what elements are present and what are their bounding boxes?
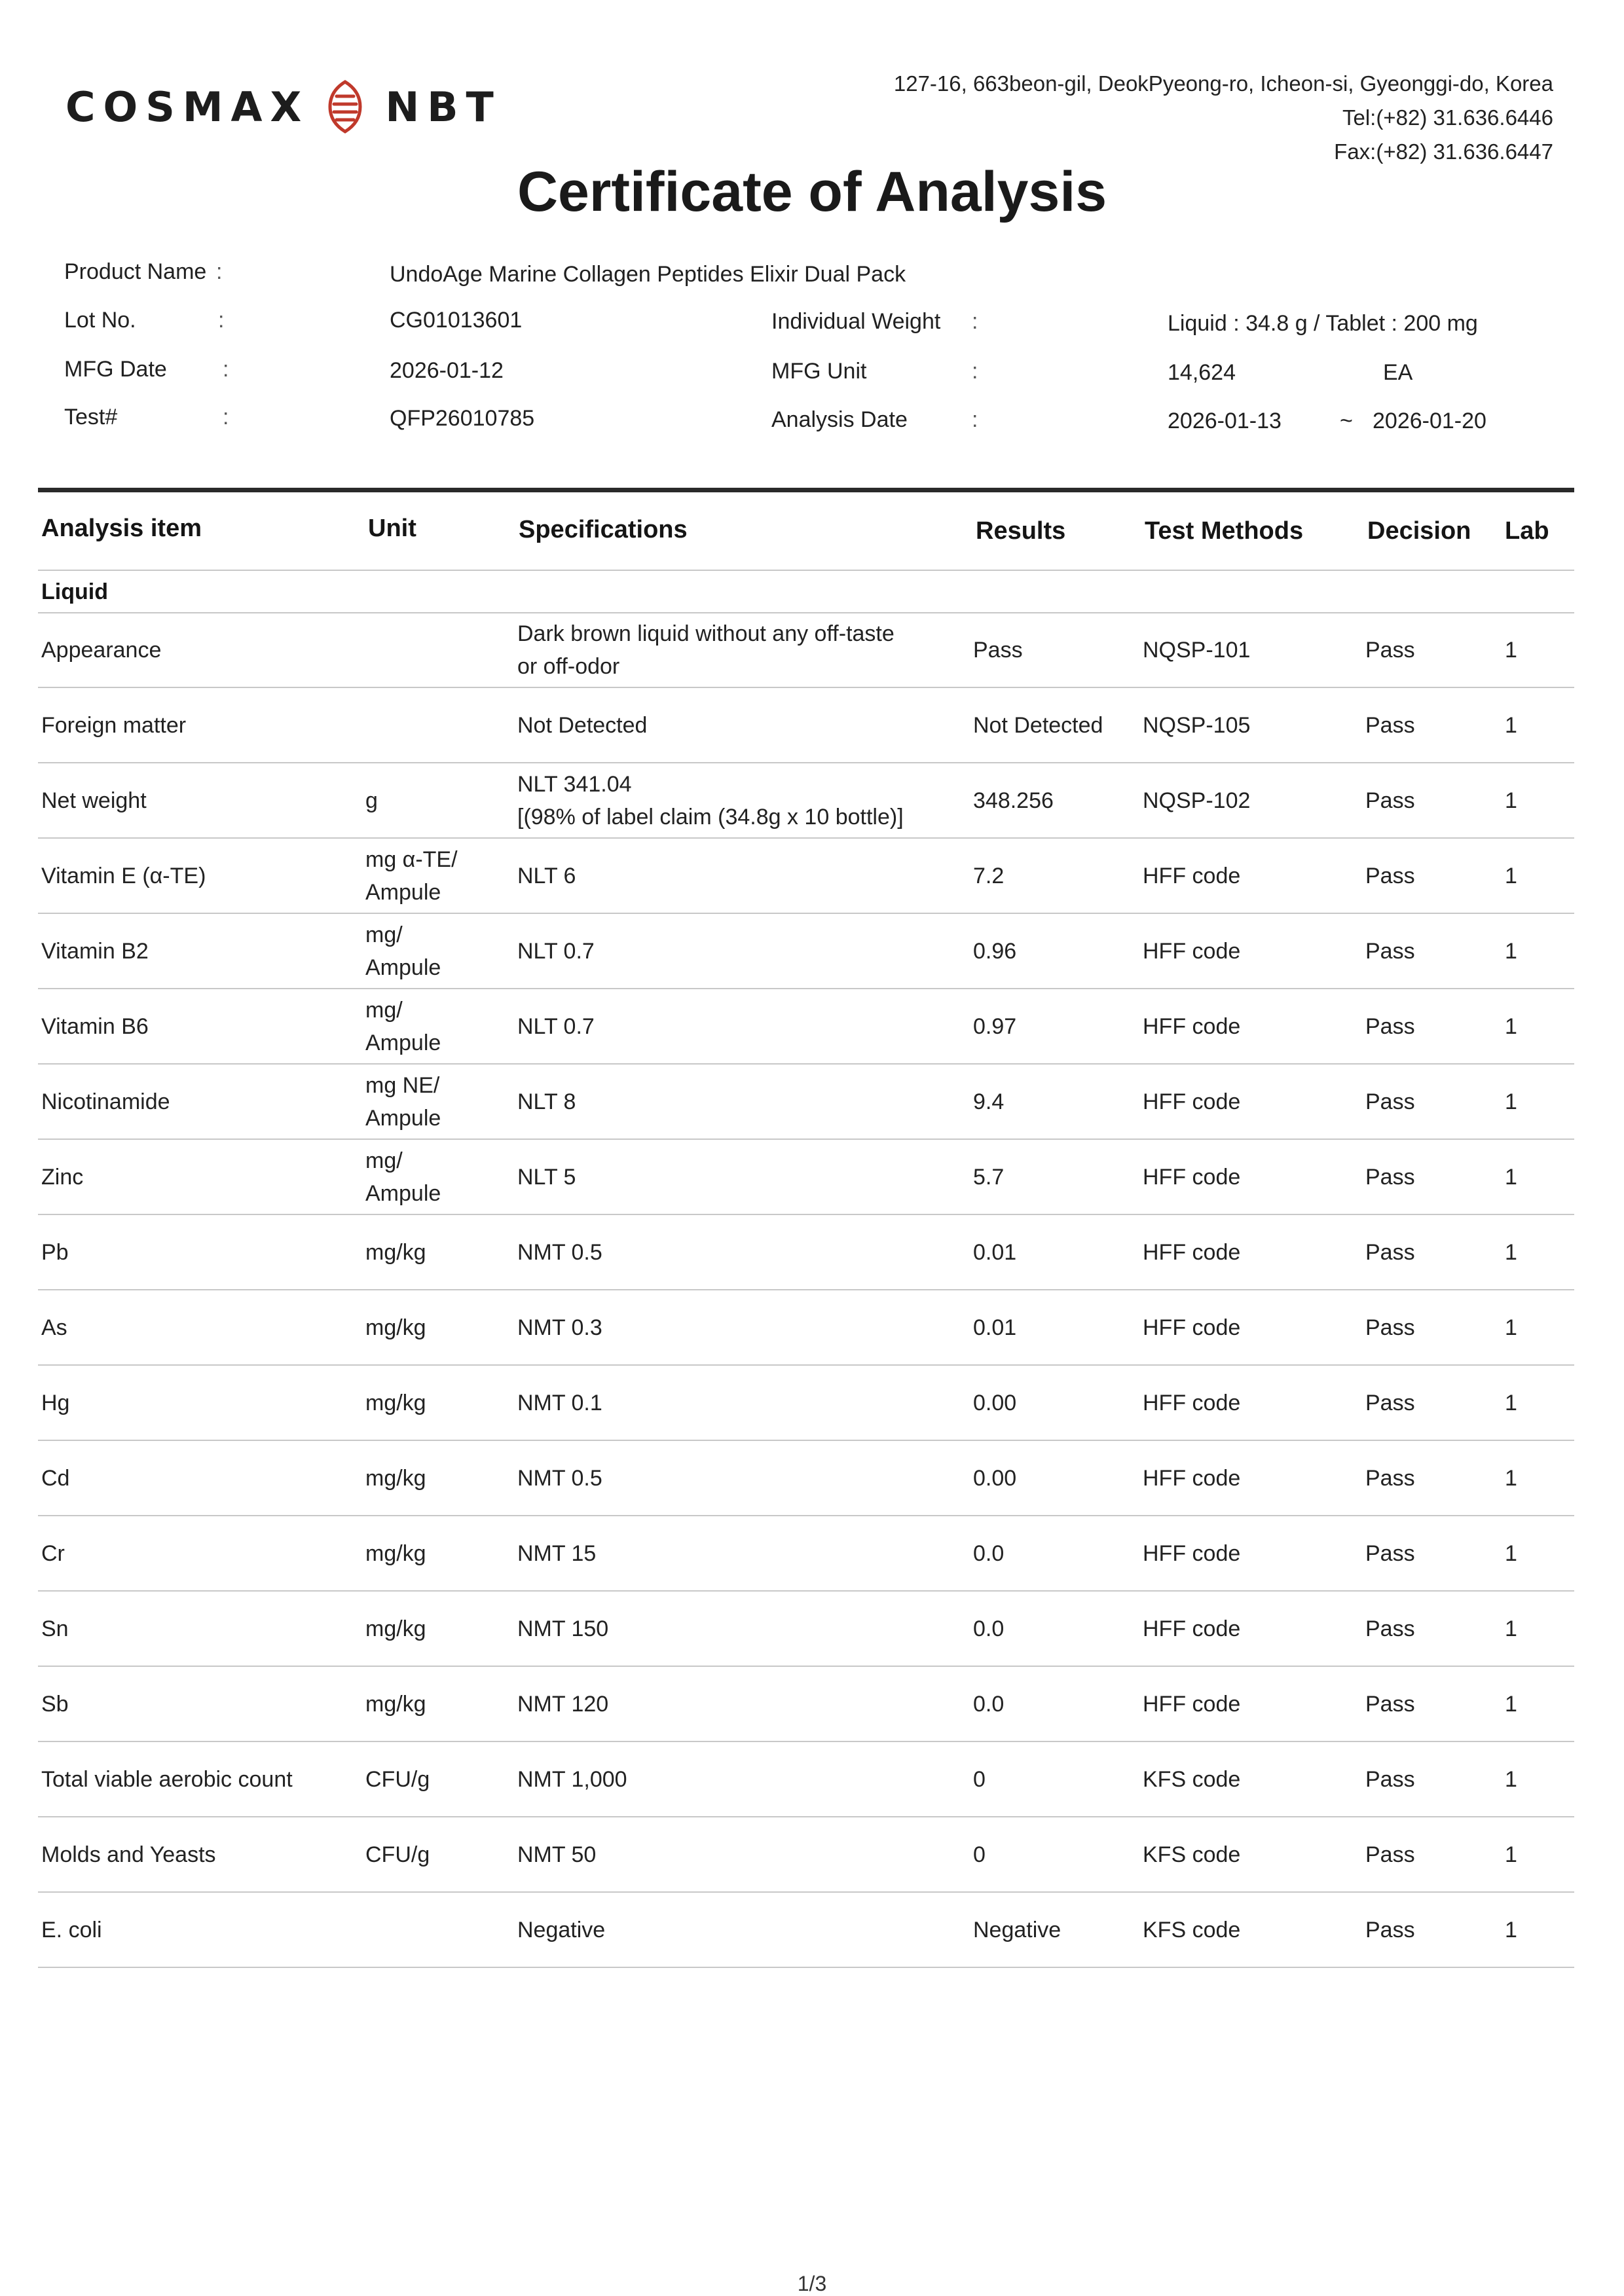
cell-unit: [365, 1216, 426, 1288]
cell-lab: 1: [1505, 637, 1517, 663]
cell-analysis-item: As: [41, 1315, 67, 1340]
header-analysis-item: Analysis item: [41, 515, 202, 542]
table-row: [0, 1065, 1624, 1138]
table-row: [0, 613, 1624, 686]
cell-analysis-item: Sn: [41, 1616, 69, 1641]
table-row: [0, 1366, 1624, 1439]
cell-result: 7.2: [973, 863, 1005, 888]
cell-unit-line: mg/kg: [365, 1540, 426, 1566]
individual-weight-label: Individual Weight: [771, 309, 941, 334]
page-number: 1/3: [797, 2272, 827, 2295]
cell-unit-line: CFU/g: [365, 1766, 430, 1792]
cell-specification-line: or off-odor: [517, 653, 620, 679]
cell-specification-line: Dark brown liquid without any off-taste: [517, 621, 895, 646]
cell-decision: Pass: [1365, 1917, 1415, 1942]
cell-unit-line: mg/kg: [365, 1315, 426, 1340]
cell-unit: [365, 764, 378, 837]
colon: :: [218, 308, 225, 333]
cell-decision: Pass: [1365, 1842, 1415, 1867]
section-title-liquid: Liquid: [41, 579, 108, 604]
cell-unit: [365, 1291, 426, 1364]
header-unit: Unit: [368, 515, 416, 542]
cell-decision: Pass: [1365, 938, 1415, 964]
cell-specification-line: NMT 0.5: [517, 1239, 602, 1265]
header-specifications: Specifications: [519, 516, 688, 543]
cell-specification: [517, 990, 595, 1063]
cell-specification-line: NLT 341.04: [517, 771, 632, 797]
cell-analysis-item: Nicotinamide: [41, 1089, 170, 1114]
row-divider: [38, 837, 1574, 839]
cell-test-method: HFF code: [1143, 1616, 1241, 1641]
cell-result: 0.0: [973, 1691, 1005, 1717]
cell-decision: Pass: [1365, 1691, 1415, 1717]
colon: :: [972, 407, 978, 432]
cell-test-method: HFF code: [1143, 1315, 1241, 1340]
cell-test-method: KFS code: [1143, 1917, 1241, 1942]
cell-lab: 1: [1505, 1465, 1517, 1491]
cell-result: 0.0: [973, 1616, 1005, 1641]
cell-specification-line: NMT 120: [517, 1691, 609, 1717]
product-name-label: Product Name: [64, 259, 207, 284]
cell-lab: 1: [1505, 788, 1517, 813]
cell-unit: [365, 1065, 441, 1138]
row-divider: [38, 913, 1574, 914]
table-row: [0, 915, 1624, 987]
cell-analysis-item: Total viable aerobic count: [41, 1766, 293, 1792]
cell-lab: 1: [1505, 1766, 1517, 1792]
cell-lab: 1: [1505, 863, 1517, 888]
row-divider: [38, 1289, 1574, 1290]
cell-unit: [365, 1743, 430, 1815]
analysis-date-separator: ~: [1340, 409, 1353, 433]
cell-unit: [365, 1442, 426, 1514]
cell-lab: 1: [1505, 1390, 1517, 1415]
cell-test-method: HFF code: [1143, 1390, 1241, 1415]
table-row: [0, 689, 1624, 761]
row-divider: [38, 1741, 1574, 1742]
cell-analysis-item: Pb: [41, 1239, 69, 1265]
table-row: [0, 1291, 1624, 1364]
cell-analysis-item: Appearance: [41, 637, 162, 663]
cell-unit-line: mg/kg: [365, 1691, 426, 1717]
cell-unit-line: Ampule: [365, 955, 441, 980]
cell-lab: 1: [1505, 1842, 1517, 1867]
cell-specification-line: NLT 6: [517, 863, 576, 888]
table-row: [0, 1216, 1624, 1288]
row-divider: [38, 762, 1574, 763]
table-row: [0, 764, 1624, 837]
cell-unit-line: mg/: [365, 1148, 403, 1173]
header-results: Results: [976, 517, 1066, 545]
cell-decision: Pass: [1365, 637, 1415, 663]
cell-specification-line: NMT 15: [517, 1540, 597, 1566]
lot-no-value: CG01013601: [390, 308, 523, 333]
cell-specification: [517, 1893, 605, 1966]
table-row: [0, 1592, 1624, 1665]
cell-unit: [365, 990, 441, 1063]
table-row: [0, 990, 1624, 1063]
cell-decision: Pass: [1365, 1089, 1415, 1114]
cell-specification-line: NMT 0.5: [517, 1465, 602, 1491]
cell-specification: [517, 1140, 576, 1213]
cell-lab: 1: [1505, 1315, 1517, 1340]
address-line: 127-16, 663beon-gil, DeokPyeong-ro, Icheon-si, Gyeonggi-do, Korea: [893, 71, 1553, 96]
cell-test-method: HFF code: [1143, 1691, 1241, 1717]
cell-test-method: HFF code: [1143, 1164, 1241, 1190]
cell-specification-line: NMT 0.3: [517, 1315, 602, 1340]
cell-analysis-item: Net weight: [41, 788, 147, 813]
cell-result: 0.00: [973, 1465, 1017, 1491]
cell-specification: [517, 1065, 576, 1138]
cell-specification-line: NLT 8: [517, 1089, 576, 1114]
cell-analysis-item: Vitamin B2: [41, 938, 149, 964]
cell-result: 348.256: [973, 788, 1054, 813]
row-divider: [38, 687, 1574, 688]
cell-analysis-item: Vitamin B6: [41, 1013, 149, 1039]
cell-analysis-item: Foreign matter: [41, 712, 187, 738]
cell-unit: [365, 1517, 426, 1590]
analysis-date-from: 2026-01-13: [1168, 409, 1282, 433]
table-row: [0, 1893, 1624, 1966]
cell-result: 0: [973, 1766, 986, 1792]
cell-specification: [517, 1667, 608, 1740]
cell-result: 0.97: [973, 1013, 1017, 1039]
cell-test-method: HFF code: [1143, 1540, 1241, 1566]
colon: :: [223, 405, 229, 429]
row-divider: [38, 1590, 1574, 1592]
cell-result: 0.01: [973, 1315, 1017, 1340]
cell-decision: Pass: [1365, 712, 1415, 738]
cell-unit-line: Ampule: [365, 1180, 441, 1206]
cell-test-method: HFF code: [1143, 1013, 1241, 1039]
header-lab: Lab: [1505, 517, 1549, 545]
cell-specification-line: Not Detected: [517, 712, 648, 738]
cell-specification-line: [(98% of label claim (34.8g x 10 bottle)]: [517, 804, 904, 829]
cell-lab: 1: [1505, 1691, 1517, 1717]
analysis-date-label: Analysis Date: [771, 407, 908, 432]
cell-decision: Pass: [1365, 1315, 1415, 1340]
test-no-label: Test#: [64, 405, 118, 429]
row-divider: [38, 1063, 1574, 1065]
cell-decision: Pass: [1365, 788, 1415, 813]
cell-unit-line: Ampule: [365, 1105, 441, 1131]
cell-lab: 1: [1505, 938, 1517, 964]
cell-specification: [517, 1818, 596, 1891]
cell-result: 0.00: [973, 1390, 1017, 1415]
cell-analysis-item: Molds and Yeasts: [41, 1842, 216, 1867]
cell-specification-line: NMT 150: [517, 1616, 609, 1641]
cell-specification: [517, 1291, 602, 1364]
cell-unit-line: mg/kg: [365, 1239, 426, 1265]
cell-result: 5.7: [973, 1164, 1005, 1190]
fax: Fax:(+82) 31.636.6447: [1334, 139, 1553, 164]
cell-specification: [517, 1442, 602, 1514]
cell-test-method: KFS code: [1143, 1842, 1241, 1867]
row-divider: [38, 1214, 1574, 1215]
colon: :: [972, 309, 978, 334]
cell-lab: 1: [1505, 1917, 1517, 1942]
cell-specification: [517, 689, 647, 761]
cell-specification: [517, 839, 576, 912]
cell-lab: 1: [1505, 1239, 1517, 1265]
table-row: [0, 1818, 1624, 1891]
header-test-methods: Test Methods: [1145, 517, 1304, 545]
telephone: Tel:(+82) 31.636.6446: [1342, 105, 1553, 130]
row-divider: [38, 570, 1574, 571]
cell-test-method: NQSP-101: [1143, 637, 1251, 663]
row-divider: [38, 1139, 1574, 1140]
cell-unit-line: mg/: [365, 997, 403, 1023]
cell-specification: [517, 1366, 602, 1439]
cell-result: Negative: [973, 1917, 1061, 1942]
cell-unit: [365, 1818, 430, 1891]
product-name-value: UndoAge Marine Collagen Peptides Elixir Dual Pack: [390, 262, 906, 287]
cell-analysis-item: Cd: [41, 1465, 70, 1491]
mfg-unit-label: MFG Unit: [771, 359, 867, 384]
row-divider: [38, 1891, 1574, 1893]
cell-lab: 1: [1505, 1013, 1517, 1039]
table-row: [0, 1442, 1624, 1514]
logo-text-cosmax: COSMAX: [65, 82, 310, 131]
cell-unit: [365, 1366, 426, 1439]
cell-unit-line: mg/kg: [365, 1465, 426, 1491]
cell-unit-line: Ampule: [365, 879, 441, 905]
cell-decision: Pass: [1365, 1239, 1415, 1265]
cell-specification: [517, 613, 895, 686]
cell-analysis-item: Cr: [41, 1540, 65, 1566]
cell-analysis-item: Sb: [41, 1691, 69, 1717]
cell-test-method: KFS code: [1143, 1766, 1241, 1792]
company-logo: [65, 77, 502, 136]
cell-unit: [365, 839, 458, 912]
table-row: [0, 1667, 1624, 1740]
cell-result: 0.0: [973, 1540, 1005, 1566]
table-row: [0, 1140, 1624, 1213]
row-divider: [38, 1816, 1574, 1817]
cell-decision: Pass: [1365, 1164, 1415, 1190]
row-divider: [38, 1440, 1574, 1441]
cell-test-method: HFF code: [1143, 938, 1241, 964]
row-divider: [38, 1967, 1574, 1968]
row-divider: [38, 988, 1574, 989]
cell-unit-line: mg α-TE/: [365, 847, 458, 872]
cell-unit: [365, 915, 441, 987]
cell-analysis-item: Vitamin E (α-TE): [41, 863, 206, 888]
cell-specification-line: Negative: [517, 1917, 606, 1942]
cell-unit-line: mg/kg: [365, 1616, 426, 1641]
header-decision: Decision: [1367, 517, 1471, 545]
cell-result: 0: [973, 1842, 986, 1867]
cell-unit: [365, 1667, 426, 1740]
table-row: [0, 1517, 1624, 1590]
cell-lab: 1: [1505, 1089, 1517, 1114]
colon: :: [223, 357, 229, 382]
cell-unit: [365, 1140, 441, 1213]
company-address: [894, 67, 1553, 169]
cell-unit-line: mg/: [365, 922, 403, 947]
cell-specification-line: NMT 50: [517, 1842, 597, 1867]
cell-test-method: HFF code: [1143, 863, 1241, 888]
cell-unit-line: Ampule: [365, 1030, 441, 1055]
individual-weight-value: Liquid : 34.8 g / Tablet : 200 mg: [1168, 311, 1478, 336]
cell-result: 0.01: [973, 1239, 1017, 1265]
cell-decision: Pass: [1365, 1465, 1415, 1491]
cell-analysis-item: E. coli: [41, 1917, 102, 1942]
cell-unit-line: CFU/g: [365, 1842, 430, 1867]
table-row: [0, 1743, 1624, 1815]
cell-specification-line: NLT 5: [517, 1164, 576, 1190]
cell-specification: [517, 764, 904, 837]
cell-result: Pass: [973, 637, 1023, 663]
cell-decision: Pass: [1365, 1766, 1415, 1792]
mfg-date-value: 2026-01-12: [390, 358, 504, 383]
cell-lab: 1: [1505, 712, 1517, 738]
mfg-unit-suffix: EA: [1383, 360, 1413, 385]
colon: :: [972, 359, 978, 384]
cell-decision: Pass: [1365, 1616, 1415, 1641]
logo-text-nbt: NBT: [385, 82, 502, 131]
cell-unit: [365, 1592, 426, 1665]
cell-specification: [517, 1743, 627, 1815]
cell-specification: [517, 915, 595, 987]
cell-unit-line: g: [365, 788, 378, 813]
cell-lab: 1: [1505, 1616, 1517, 1641]
cell-unit-line: mg NE/: [365, 1072, 440, 1098]
colon: :: [216, 259, 223, 284]
cell-test-method: HFF code: [1143, 1089, 1241, 1114]
cell-lab: 1: [1505, 1164, 1517, 1190]
cell-test-method: HFF code: [1143, 1465, 1241, 1491]
mfg-unit-value: 14,624: [1168, 360, 1236, 385]
cell-result: 0.96: [973, 938, 1017, 964]
cell-specification: [517, 1517, 596, 1590]
analysis-date-to: 2026-01-20: [1373, 409, 1486, 433]
cell-specification-line: NLT 0.7: [517, 938, 595, 964]
mfg-date-label: MFG Date: [64, 357, 167, 382]
cell-unit-line: mg/kg: [365, 1390, 426, 1415]
cell-test-method: NQSP-105: [1143, 712, 1251, 738]
document-title: Certificate of Analysis: [517, 160, 1107, 223]
cell-result: 9.4: [973, 1089, 1005, 1114]
lot-no-label: Lot No.: [64, 308, 136, 333]
table-top-rule: [38, 488, 1574, 492]
cell-test-method: HFF code: [1143, 1239, 1241, 1265]
row-divider: [38, 1515, 1574, 1516]
cell-specification: [517, 1592, 608, 1665]
cell-decision: Pass: [1365, 1013, 1415, 1039]
cell-lab: 1: [1505, 1540, 1517, 1566]
cell-specification: [517, 1216, 602, 1288]
cell-analysis-item: Zinc: [41, 1164, 84, 1190]
cell-decision: Pass: [1365, 863, 1415, 888]
table-row: [0, 839, 1624, 912]
cell-analysis-item: Hg: [41, 1390, 70, 1415]
cell-test-method: NQSP-102: [1143, 788, 1251, 813]
row-divider: [38, 1364, 1574, 1366]
cosmax-emblem-icon: [325, 79, 365, 134]
cell-decision: Pass: [1365, 1540, 1415, 1566]
cell-specification-line: NMT 1,000: [517, 1766, 627, 1792]
cell-decision: Pass: [1365, 1390, 1415, 1415]
test-no-value: QFP26010785: [390, 406, 535, 431]
cell-specification-line: NLT 0.7: [517, 1013, 595, 1039]
row-divider: [38, 1666, 1574, 1667]
cell-result: Not Detected: [973, 712, 1103, 738]
cell-specification-line: NMT 0.1: [517, 1390, 602, 1415]
